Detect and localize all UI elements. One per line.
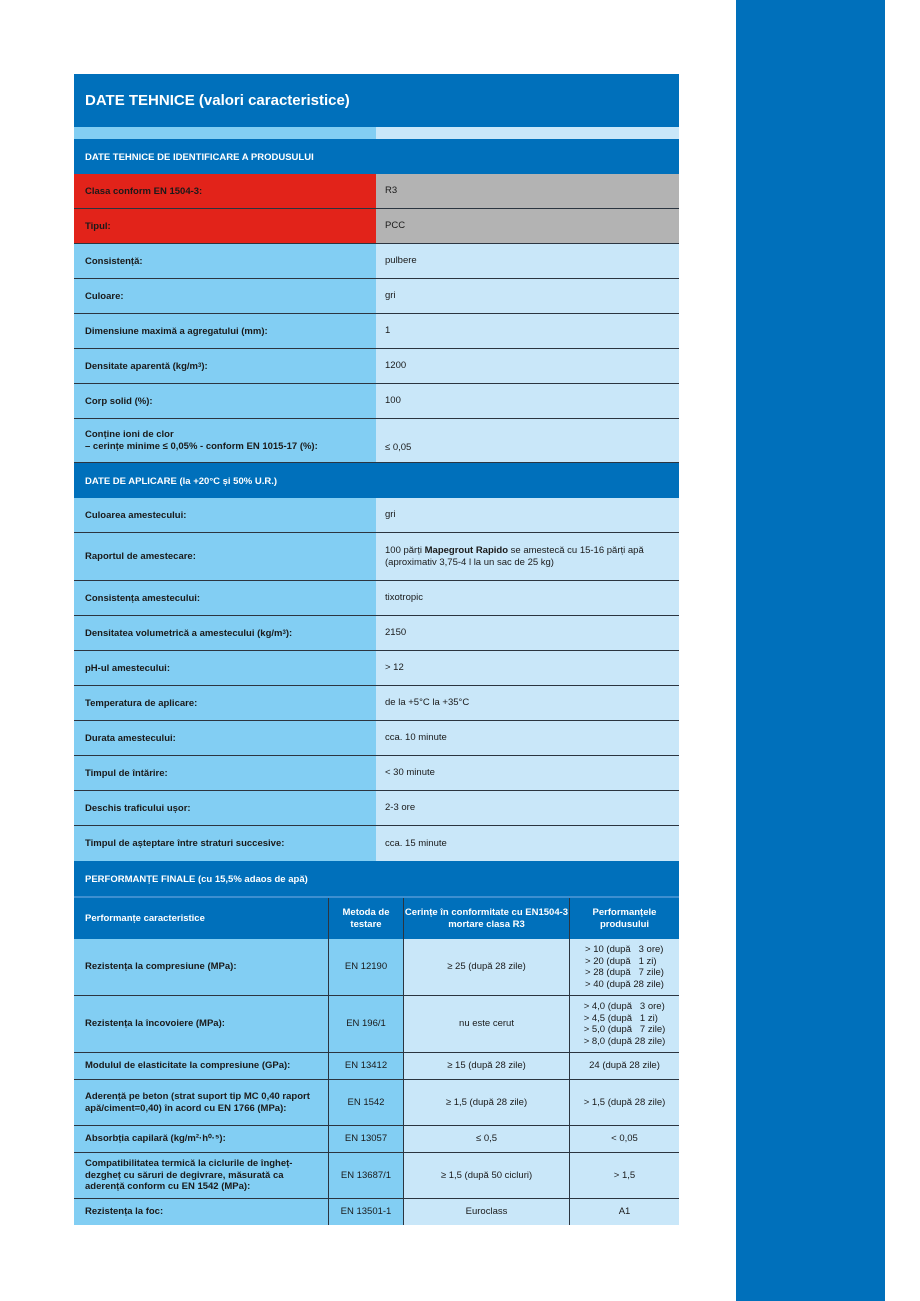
row-label: Corp solid (%): <box>74 384 376 418</box>
row-label: Consistență: <box>74 244 376 278</box>
row-label: Timpul de așteptare între straturi succesive: <box>74 826 376 861</box>
table-row: Aderență pe beton (strat suport tip MC 0,40 raport apă/ciment=0,40) în acord cu EN 1766 (MPa): EN 1542 ≥ 1,5 (după 28 zile) > 1,5 (după 28 zile) <box>74 1080 679 1126</box>
column-header: Metoda de testare <box>328 898 403 939</box>
table-row: Absorbția capilară (kg/m²·h⁰·⁵): EN 13057 ≤ 0,5 < 0,05 <box>74 1126 679 1153</box>
row-value: 1 <box>376 314 679 348</box>
table-row <box>74 533 679 581</box>
spacer-row <box>74 127 679 139</box>
row-label: Timpul de întărire: <box>74 756 376 790</box>
row-value: gri <box>376 279 679 313</box>
performance-table-header <box>74 896 679 939</box>
row-value: 1200 <box>376 349 679 383</box>
row-value: R3 <box>376 174 679 208</box>
row-label: Conține ioni de clor – cerințe minime ≤ 0,05% - conform EN 1015-17 (%): <box>74 419 376 462</box>
table-row <box>74 756 679 791</box>
table-row <box>74 581 679 616</box>
row-value: ≤ 0,05 <box>376 419 679 462</box>
row-label: Clasa conform EN 1504-3: <box>74 174 376 208</box>
product-name: Mapegrout Rapido <box>424 544 509 556</box>
row-value: de la +5°C la +35°C <box>376 686 679 720</box>
row-value: cca. 15 minute <box>376 826 679 861</box>
row-value: PCC <box>376 209 679 243</box>
table-row: Rezistența la foc: EN 13501-1 Euroclass A1 <box>74 1199 679 1225</box>
row-label: pH-ul amestecului: <box>74 651 376 685</box>
row-value: gri <box>376 498 679 532</box>
table-row: Compatibilitatea termică la ciclurile de îngheț-dezgheț cu săruri de degivrare, măsurată ca aderență conform cu EN 1542 (MPa): EN 13687/1 ≥ 1,5 (după 50 cicluri) > 1,5 <box>74 1153 679 1199</box>
row-value: > 12 <box>376 651 679 685</box>
row-label: Deschis traficului ușor: <box>74 791 376 825</box>
row-label: Densitatea volumetrică a amestecului (kg/m 3 ): <box>74 616 376 650</box>
side-accent-bar <box>736 0 885 1301</box>
table-row <box>74 279 679 314</box>
row-label: Culoare: <box>74 279 376 313</box>
row-label: Durata amestecului: <box>74 721 376 755</box>
row-label: Temperatura de aplicare: <box>74 686 376 720</box>
row-value: tixotropic <box>376 581 679 615</box>
row-value: 2150 <box>376 616 679 650</box>
row-value: cca. 10 minute <box>376 721 679 755</box>
section-heading-performance: PERFORMANȚE FINALE (cu 15,5% adaos de apă) <box>74 861 679 896</box>
table-row <box>74 651 679 686</box>
table-row <box>74 686 679 721</box>
table-row <box>74 826 679 861</box>
row-value: 2-3 ore <box>376 791 679 825</box>
row-label: Dimensiune maximă a agregatului (mm): <box>74 314 376 348</box>
row-value: pulbere <box>376 244 679 278</box>
table-row <box>74 209 679 244</box>
table-row <box>74 174 679 209</box>
table-row: Rezistența la compresiune (MPa): EN 12190 ≥ 25 (după 28 zile) > 10 (după 3 ore) > 20 (după 1 zi) > 28 (după 7 zile) > 40 (după 28 zile) <box>74 939 679 996</box>
row-value: 100 părți Mapegrout Rapido se amestecă cu 15-16 părți apă (aproximativ 3,75-4 l la un sac de 25 kg) <box>376 533 679 580</box>
table-row <box>74 384 679 419</box>
technical-data-table <box>74 74 679 1225</box>
table-row <box>74 349 679 384</box>
table-row <box>74 791 679 826</box>
column-header: Performanțele produsului <box>569 898 679 939</box>
row-value: < 30 minute <box>376 756 679 790</box>
row-label: Culoarea amestecului: <box>74 498 376 532</box>
table-row <box>74 244 679 279</box>
row-value: 100 <box>376 384 679 418</box>
row-label: Densitate aparentă (kg/m 3 ): <box>74 349 376 383</box>
table-row <box>74 616 679 651</box>
table-row <box>74 314 679 349</box>
row-label: Tipul: <box>74 209 376 243</box>
section-heading-application: DATE DE APLICARE (la +20°C și 50% U.R.) <box>74 463 679 498</box>
table-row <box>74 721 679 756</box>
table-row <box>74 419 679 463</box>
row-label: Raportul de amestecare: <box>74 533 376 580</box>
table-row: Modulul de elasticitate la compresiune (GPa): EN 13412 ≥ 15 (după 28 zile) 24 (după 28 zile) <box>74 1053 679 1080</box>
column-header: Cerințe în conformitate cu EN1504-3 mortare clasa R3 <box>403 898 569 939</box>
column-header: Performanțe caracteristice <box>85 912 205 924</box>
table-row <box>74 498 679 533</box>
table-row: Rezistența la încovoiere (MPa): EN 196/1 nu este cerut > 4,0 (după 3 ore) > 4,5 (după 1 zi) > 5,0 (după 7 zile) > 8,0 (după 28 zile) <box>74 996 679 1053</box>
section-heading-identification: DATE TEHNICE DE IDENTIFICARE A PRODUSULUI <box>74 139 679 174</box>
table-title: DATE TEHNICE (valori caracteristice) <box>74 74 679 127</box>
row-label: Consistența amestecului: <box>74 581 376 615</box>
